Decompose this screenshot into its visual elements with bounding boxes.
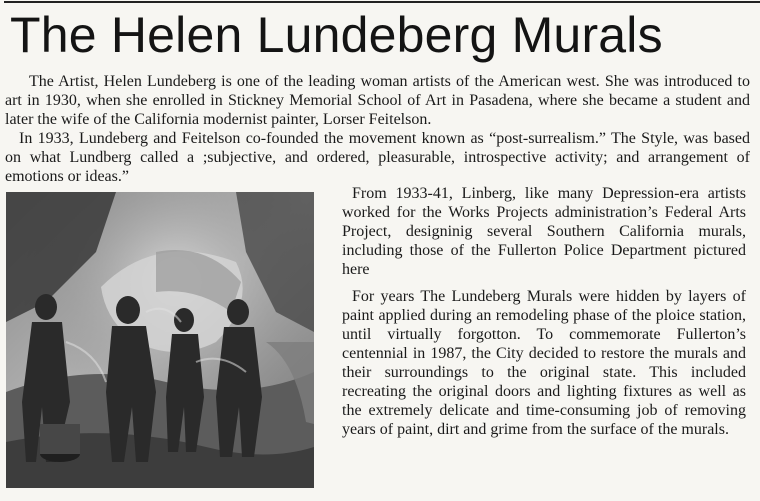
mural-photo-image bbox=[6, 192, 314, 488]
top-rule-divider bbox=[4, 1, 760, 3]
right-column-text bbox=[342, 184, 746, 439]
column-paragraph-1: From 1933-41, Linberg, like many Depression-era artists worked for the Works Projects administration’s Federal Arts Project, designinig several Southern California murals, including those of the Fullerton Police Department pictured here bbox=[342, 185, 746, 278]
intro-text-block bbox=[5, 72, 750, 186]
mural-photo bbox=[6, 192, 314, 488]
intro-paragraph-1: The Artist, Helen Lundeberg is one of the leading woman artists of the American west. She was introduced to art in 1930, when she enrolled in Stickney Memorial School of Art in Pasadena, where she became a student and later the wife of the California modernist painter, Lorser Feitelson. bbox=[5, 73, 750, 128]
column-paragraph-2: For years The Lundeberg Murals were hidden by layers of paint applied during an remodeling phase of the ploice station, until virtually forgotton. To commemorate Fullerton’s centennial in 1987, the City decided to restore the murals and their surroundings to the original state. This included recreating the original doors and lighting fixtures as well as the extremely delicate and time-consuming job of removing years of paint, dirt and grime from the surface of the murals. bbox=[342, 288, 746, 438]
intro-paragraph-2: In 1933, Lundeberg and Feitelson co-founded the movement known as “post-surrealism.” The Style, was based on what Lundberg called a ;subjective, and ordered, pleasurable, introspective activity; and arrangement of emotions or ideas.” bbox=[5, 130, 750, 185]
article-headline: The Helen Lundeberg Murals bbox=[10, 7, 663, 63]
